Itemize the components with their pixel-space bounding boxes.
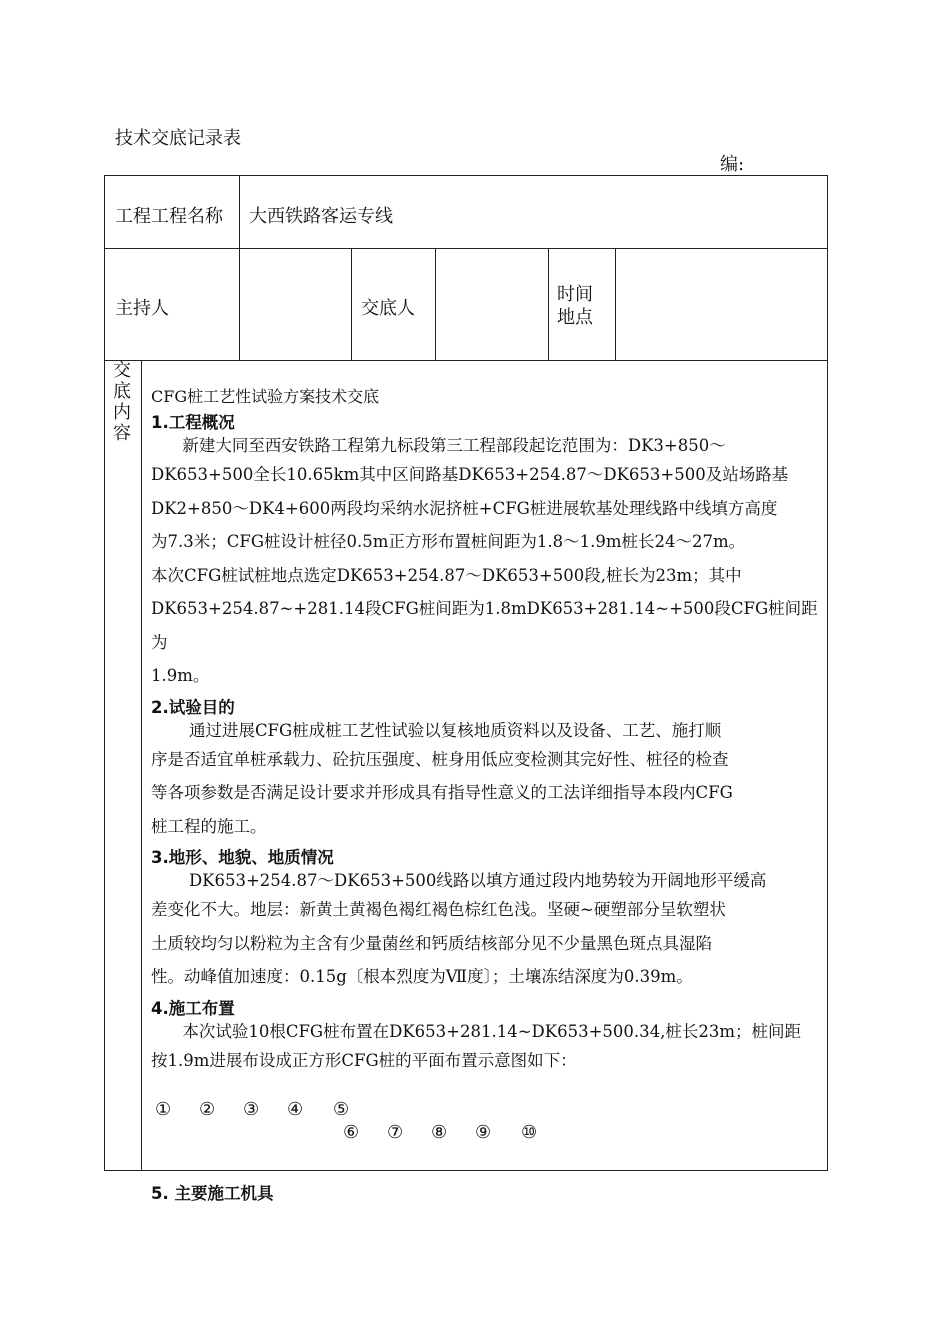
section-3-line: 性。动峰值加速度：0.15g〔根本烈度为Ⅶ度〕；土壤冻结深度为0.39m。 <box>151 967 693 986</box>
section-2-heading: 2.试验目的 <box>151 697 235 717</box>
section-2-line: 等各项参数是否满足设计要求并形成具有指导性意义的工法详细指导本段内CFG <box>151 783 733 802</box>
column-divider <box>141 360 142 1171</box>
section-4-heading: 4.施工布置 <box>151 998 235 1018</box>
section-1-heading: 1.工程概况 <box>151 413 235 432</box>
pile-marker: ③ <box>243 1099 260 1120</box>
location-label: 地点 <box>557 307 593 328</box>
pile-marker: ④ <box>287 1099 304 1120</box>
section-2-line: 桩工程的施工。 <box>151 816 267 836</box>
section-2-line: 序是否适宜单桩承载力、砼抗压强度、桩身用低应变检测其完好性、桩径的检查 <box>151 749 729 769</box>
column-divider <box>435 248 436 360</box>
section-1-line: DK653+254.87~+281.14段CFG桩间距为1.8mDK653+281.14~+500段CFG桩间距为 <box>151 599 818 652</box>
pile-marker: ⑧ <box>431 1122 448 1143</box>
column-divider <box>351 248 352 360</box>
pile-layout-diagram <box>151 1077 821 1153</box>
disclosure-content <box>151 386 821 1205</box>
section-3-line: DK653+254.87～DK653+500线路以填方通过段内地势较为开阔地形平缓高 <box>188 871 767 890</box>
section-3-line: 土质较均匀以粉粒为主含有少量菌丝和钙质结核部分见不少量黑色斑点具湿陷 <box>151 933 712 953</box>
column-divider <box>239 176 240 360</box>
content-subtitle: CFG桩工艺性试验方案技术交底 <box>151 387 380 406</box>
time-location-label <box>557 283 593 329</box>
pile-marker: ⑩ <box>521 1122 538 1143</box>
pile-marker: ⑨ <box>475 1122 492 1143</box>
column-divider <box>548 248 549 360</box>
section-4-line: 本次试验10根CFG桩布置在DK653+281.14~DK653+500.34,桩长23m；桩间距 <box>182 1021 802 1041</box>
project-name-label: 工程工程名称 <box>115 206 223 227</box>
presenter-label: 交底人 <box>361 298 415 319</box>
project-name-value: 大西铁路客运专线 <box>249 206 393 227</box>
content-label-char: 交 <box>113 360 131 381</box>
section-1-line: DK653+500全长10.65km其中区间路基DK653+254.87～DK653+500及站场路基 <box>151 465 789 484</box>
content-label-char: 内 <box>113 402 131 423</box>
document-code-label: 编: <box>720 154 745 175</box>
section-3-line: 差变化不大。地层：新黄土黄褐色褐红褐色棕红色浅。坚硬~硬塑部分呈软塑状 <box>151 900 726 919</box>
content-label <box>113 360 137 444</box>
section-2-line: 通过进展CFG桩成桩工艺性试验以复核地质资料以及设备、工艺、施打顺 <box>188 720 722 740</box>
host-label: 主持人 <box>115 298 169 319</box>
section-1-line: 1.9m。 <box>151 666 210 685</box>
row-divider <box>105 248 827 249</box>
pile-marker: ⑥ <box>343 1122 360 1143</box>
time-label: 时间 <box>557 284 593 305</box>
pile-marker: ⑤ <box>333 1099 350 1120</box>
pile-marker: ① <box>155 1099 172 1120</box>
section-1-line: 为7.3米；CFG桩设计桩径0.5m正方形布置桩间距为1.8～1.9m桩长24～27m。 <box>151 532 746 551</box>
section-4-line: 按1.9m进展布设成正方形CFG桩的平面布置示意图如下： <box>151 1050 577 1070</box>
section-1-line: DK2+850～DK4+600两段均采纳水泥挤桩+CFG桩进展软基处理线路中线填方高度 <box>151 498 778 518</box>
section-1-line: 本次CFG桩试桩地点选定DK653+254.87～DK653+500段,桩长为23m；其中 <box>151 565 742 585</box>
pile-marker: ② <box>199 1099 216 1120</box>
pile-marker: ⑦ <box>387 1122 404 1143</box>
section-1-line: 新建大同至西安铁路工程第九标段第三工程部段起讫范围为：DK3+850～ <box>182 436 726 455</box>
disclosure-table <box>104 175 828 1203</box>
section-5-heading: 5. 主要施工机具 <box>151 1184 274 1203</box>
column-divider <box>615 248 616 360</box>
document-title: 技术交底记录表 <box>115 128 241 149</box>
content-label-char: 容 <box>113 423 131 444</box>
section-3-heading: 3.地形、地貌、地质情况 <box>151 848 334 867</box>
row-divider <box>105 360 827 361</box>
content-label-char: 底 <box>113 381 131 402</box>
